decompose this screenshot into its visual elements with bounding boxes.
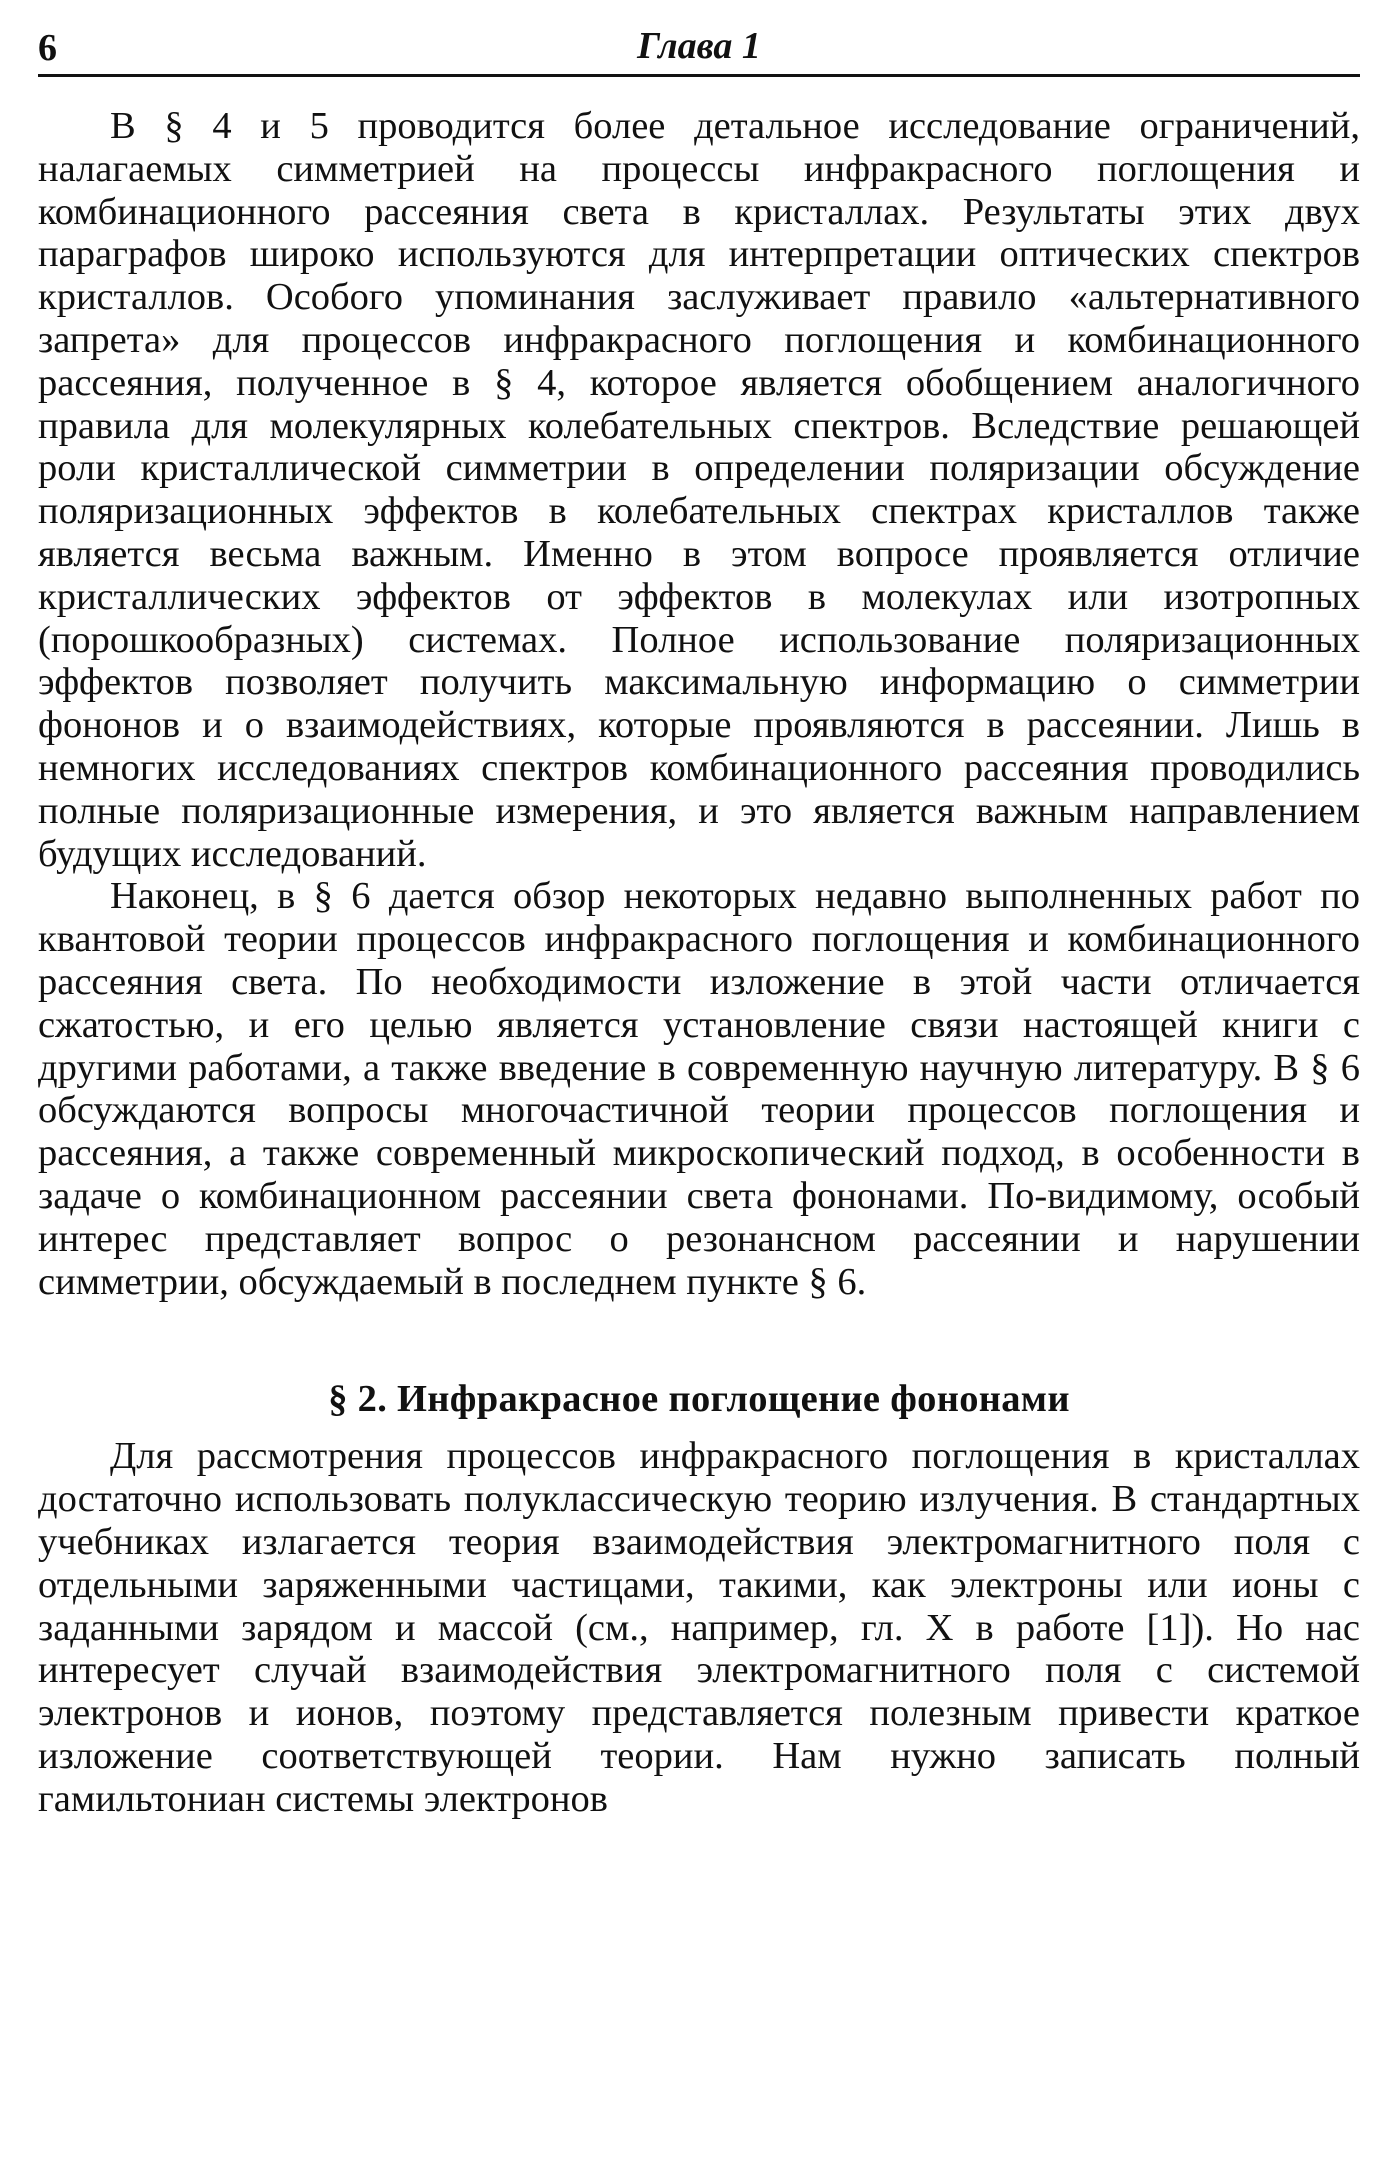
body-text bbox=[38, 105, 1360, 1820]
chapter-title: Глава 1 bbox=[637, 25, 761, 67]
paragraph-1: В § 4 и 5 проводится более детальное исследование ограничений, налагаемых симметрией на процессы инфракрасного поглощения и комбинационного рассеяния света в кристаллах. Результаты этих двух параграфов широко используются для интерпретации оптических спектров кристаллов. Особого упоминания заслуживает правило «альтернативного запрета» для процессов инфракрасного поглощения и комбинационного рассеяния, полученное в § 4, которое является обобщением аналогичного правила для молекулярных колебательных спектров. Вследствие решающей роли кристаллической симметрии в определении поляризации обсуждение поляризационных эффектов в колебательных спектрах кристаллов также является весьма важным. Именно в этом вопросе проявляется отличие кристаллических эффектов от эффектов в молекулах или изотропных (порошкообразных) системах. Полное использование поляризационных эффектов позволяет получить максимальную информацию о симметрии фононов и о взаимодействиях, которые проявляются в рассеянии. Лишь в немногих исследованиях спектров комбинационного рассеяния проводились полные поляризационные измерения, и это является важным направлением будущих исследований. bbox=[38, 105, 1360, 875]
running-head bbox=[38, 18, 1360, 77]
book-page bbox=[38, 18, 1360, 1820]
paragraph-3: Для рассмотрения процессов инфракрасного поглощения в кристаллах достаточно использовать полуклассическую теорию излучения. В стандартных учебниках излагается теория взаимодействия электромагнитного поля с отдельными заряженными частицами, такими, как электроны или ионы с заданными зарядом и массой (см., например, гл. X в работе [1]). Но нас интересует случай взаимодействия электромагнитного поля с системой электронов и ионов, поэтому представляется полезным привести краткое изложение соответствующей теории. Нам нужно записать полный гамильтониан системы электронов bbox=[38, 1435, 1360, 1820]
page-number: 6 bbox=[38, 27, 57, 69]
section-heading: § 2. Инфракрасное поглощение фононами bbox=[328, 1378, 1070, 1421]
paragraph-2: Наконец, в § 6 дается обзор некоторых недавно выполненных работ по квантовой теории процессов инфракрасного поглощения и комбинационного рассеяния света. По необходимости изложение в этой части отличается сжатостью, и его целью является установление связи настоящей книги с другими работами, а также введение в современную научную литературу. В § 6 обсуждаются вопросы многочастичной теории процессов поглощения и рассеяния, а также современный микроскопический подход, в особенности в задаче о комбинационном рассеянии света фононами. По-видимому, особый интерес представляет вопрос о резонансном рассеянии и нарушении симметрии, обсуждаемый в последнем пункте § 6. bbox=[38, 875, 1360, 1303]
